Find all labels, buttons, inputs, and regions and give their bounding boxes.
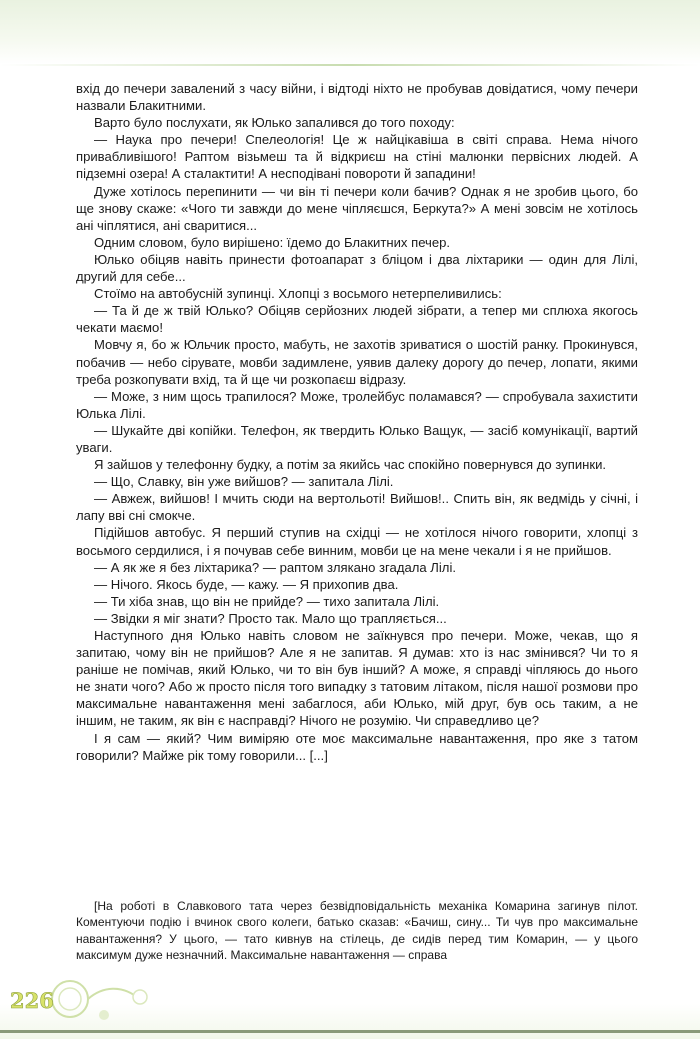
paragraph: — Авжеж, вийшов! І мчить сюди на вертольоті! Вийшов!.. Спить він, як ведмідь у січні, і лапу вві сні смокче.	[76, 491, 638, 524]
footnote-block	[76, 898, 638, 964]
header-band	[0, 0, 700, 64]
swirl-ornament-icon	[44, 965, 164, 1025]
paragraph: Наступного дня Юлько навіть словом не заїкнувся про печери. Може, чекав, що я запитаю, чому він не прийшов? Але я не запитав. Я думав: хто із нас змінився? Чи то я раніше не помічав, який Юлько, чи то він був інший? А може, я справді чіпляюсь до нього не знати чого? Або ж просто після того випадку з татовим літаком, після нашої розмови про максимальне навантаження мені забаглося, аби Юлько, мій друг, був ось таким, а не іншим, не таким, як він є насправді? Нічого не розумію. Чи справедливо це?	[76, 628, 638, 729]
footnote-text: [На роботі в Славкового тата через безвідповідальність механіка Комарина загинув пілот. Коментуючи подію і вчинок свого колеги, батько сказав: «Бачиш, сину... Ти чув про максимальне навантаження? У цього, — тато кивнув на стілець, де сидів перед тим Комарин, — у цього максимум дуже незначний. Максимальне навантаження — справа	[76, 899, 638, 963]
paragraph: Мовчу я, бо ж Юльчик просто, мабуть, не захотів зриватися о шостій ранку. Прокинувся, побачив — небо сірувате, мовби задимлене, уявив далеку дорогу до печер, лопати, якими треба розкопувати вхід, та й ще чи розкопаєш відразу.	[76, 337, 638, 387]
paragraph: Підійшов автобус. Я перший ступив на східці — не хотілося нічого говорити, хлопці з восьмого сердилися, і я почував себе винним, мовби це на мене чекали і я не прийшов.	[76, 525, 638, 558]
paragraph: — Та й де ж твій Юлько? Обіцяв серйозних людей зібрати, а тепер ми сплюха якогось чекати маємо!	[76, 303, 638, 336]
paragraph: — Шукайте дві копійки. Телефон, як твердить Юлько Ващук, — засіб комунікації, вартий уваги.	[76, 422, 638, 455]
paragraph: вхід до печери завалений з часу війни, і відтоді ніхто не пробував довідатися, чому печери назвали Блакитними.	[76, 81, 638, 114]
main-text	[76, 80, 638, 764]
paragraph: Одним словом, було вирішено: їдемо до Блакитних печер.	[94, 234, 451, 250]
paragraph: Юлько обіцяв навіть принести фотоапарат з бліцом і два ліхтарики — один для Лілі, другий для себе...	[76, 251, 638, 285]
paragraph: Стоїмо на автобусній зупинці. Хлопці з восьмого нетерпеливились:	[94, 286, 502, 302]
paragraph: — Може, з ним щось трапилося? Може, тролейбус поламався? — спробувала захистити Юлька Лілі.	[76, 388, 638, 421]
paragraph: Варто було послухати, як Юлько запалився до того походу:	[94, 115, 455, 131]
paragraph: — Нічого. Якось буде, — кажу. — Я прихопив два.	[94, 576, 399, 592]
paragraph: — Звідки я міг знати? Просто так. Мало що трапляється...	[94, 610, 447, 626]
paragraph: — Ти хіба знав, що він не прийде? — тихо запитала Лілі.	[94, 593, 440, 609]
paragraph: — А як же я без ліхтарика? — раптом злякано згадала Лілі.	[94, 559, 456, 575]
footer-divider	[0, 1030, 700, 1033]
paragraph: Я зайшов у телефонну будку, а потім за якийсь час спокійно повернувся до зупинки.	[94, 457, 607, 473]
paragraph: — Що, Славку, він уже вийшов? — запитала Лілі.	[94, 474, 394, 490]
paragraph: — Наука про печери! Спелеологія! Це ж найцікавіша в світі справа. Нема нічого привабливішого! Раптом візьмеш та й відкриєш на стіні малюнки первісних людей. А підземні озера! А сталактити! А несподівані повороти й западини!	[76, 132, 638, 182]
header-divider	[0, 64, 700, 66]
paragraph: Дуже хотілось перепинити — чи він ті печери коли бачив? Однак я не зробив цього, бо ще знову скаже: «Чого ти завжди до мене чіпляєшся, Беркута?» А мені зовсім не хотілось ані чіплятися, ані сваритися...	[76, 183, 638, 233]
page-number: 226	[10, 988, 54, 1013]
paragraph: І я сам — який? Чим виміряю оте моє максимальне навантаження, про яке з татом говорили? Майже рік тому говорили... [...]	[76, 730, 638, 763]
